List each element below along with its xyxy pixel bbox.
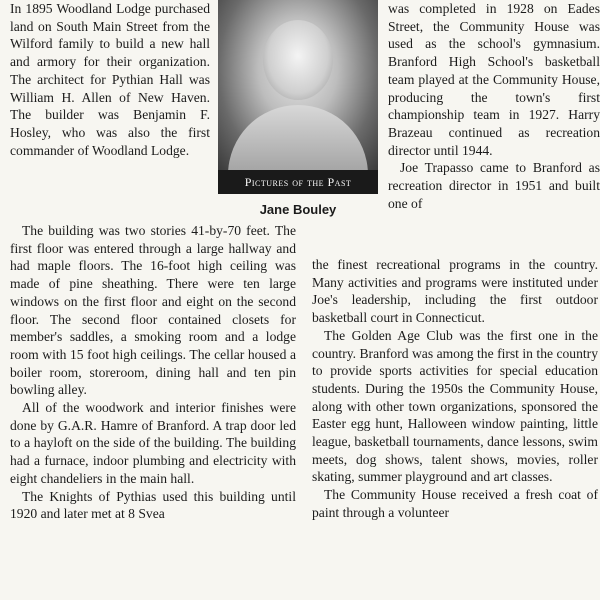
left-column-top — [10, 0, 210, 159]
paragraph: The Knights of Pythias used this building until 1920 and later met at 8 Svea — [10, 488, 296, 522]
paragraph: The Golden Age Club was the first one in the country. Branford was among the first in the country to provide sports activities for special education students. During the 1950s the Community House, along with other town organizations, sponsored the Easter egg hunt, Halloween window painting, little league, basketball tournaments, dance lessons, swim meets, dog shows, talent shows, movies, roller skating, summer playground and art classes. — [312, 327, 598, 485]
photo-block — [218, 0, 378, 217]
portrait-shoulders — [228, 105, 368, 170]
paragraph: The Community House received a fresh coat of paint through a volunteer — [312, 487, 598, 520]
portrait-photo — [218, 0, 378, 170]
paragraph: In 1895 Woodland Lodge purchased land on South Main Street from the Wilford family to build a new hall and armory for their organization. The architect for Pythian Hall was William H. Allen of New Haven. The builder was Benjamin F. Hosley, who was also the first commander of Woodland Lodge. — [10, 1, 210, 158]
portrait-face — [263, 20, 333, 100]
byline: Jane Bouley — [259, 202, 337, 217]
paragraph: was completed in 1928 on Eades Street, the Community House was used as the school's gymnasium. Branford High School's basketball team played at the Community House, producing the town's first championship team in 1927. Harry Brazeau continued as recreation director until 1944. — [388, 1, 600, 158]
right-column-top — [388, 0, 600, 212]
paragraph: Joe Trapasso came to Branford as recreation director in 1951 and built one of — [388, 160, 600, 211]
paragraph: the finest recreational programs in the country. Many activities and programs were instituted under Joe's leadership, including the first outdoor basketball court in Connecticut. — [312, 257, 598, 326]
column-banner: Pictures of the Past — [218, 170, 378, 194]
paragraph: The building was two stories 41-by-70 feet. The first floor was entered through a large hallway and had maple floors. The 16-foot high ceiling was made of pine sheathing. There were ten large windows on the first floor and eight on the second floor. The second floor contained closets for member's saddles, a smoking room and a lodge room with 15 foot high ceilings. The cellar housed a boiler room, storeroom, dining hall and ten pin bowling alley. — [10, 223, 296, 398]
paragraph: All of the woodwork and interior finishes were done by G.A.R. Hamre of Branford. A trap door led to a hayloft on the side of the building. The building had a furnace, indoor plumbing and electricity with eight chandeliers in the main hall. — [10, 400, 296, 486]
right-column-lower — [312, 256, 598, 522]
left-column-lower — [10, 222, 296, 523]
